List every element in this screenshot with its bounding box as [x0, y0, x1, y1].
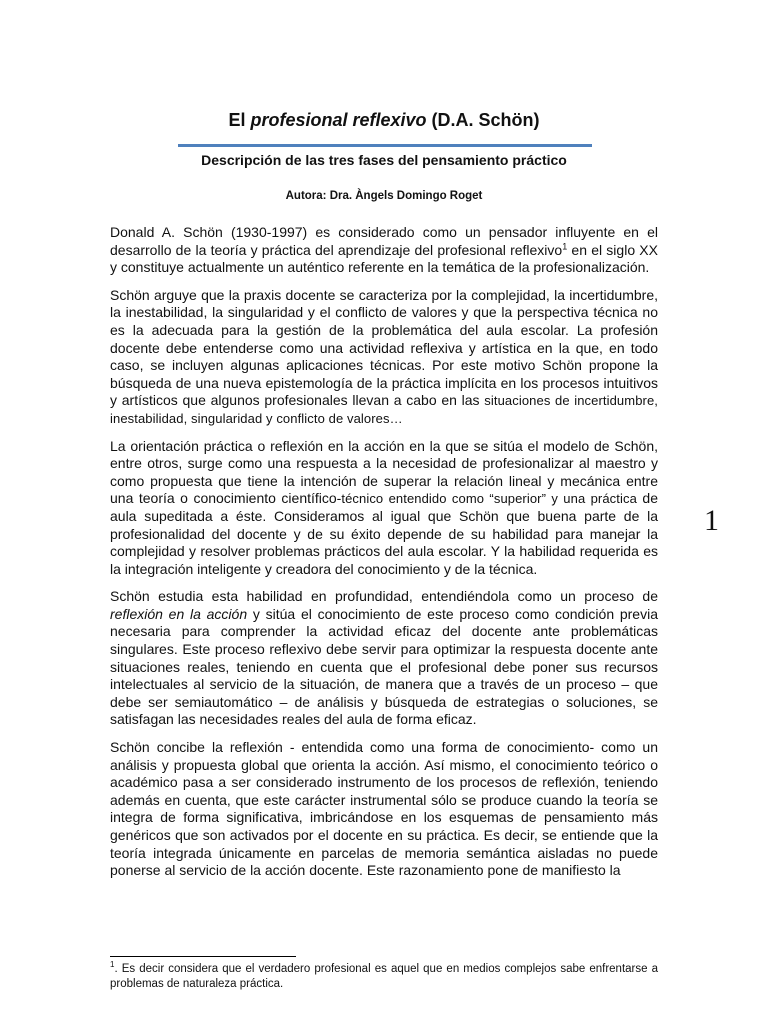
author-line: Autora: Dra. Àngels Domingo Roget: [285, 190, 483, 202]
paragraph-3: [110, 438, 658, 579]
footnote: [110, 962, 658, 992]
paragraph-4: [110, 588, 658, 729]
p4-text-b: y sitúa el conocimiento de este proceso como condición previa necesaria para comprender la actividad eficaz del docente ante problemáticas singulares. Este proceso reflexivo debe servir para optimizar la respuesta docente ante situaciones reales, teniendo en cuenta que el profesional debe poner sus recursos intelectuales al servicio de la situación, de manera que a través de un proceso – que debe ser semiautomático – de análisis y búsqueda de estrategias o soluciones, se satisfagan las necesidades reales del aula de forma eficaz.: [110, 605, 658, 728]
p2-text-b: situaciones de incertidumbre, inestabilidad, singularidad y conflicto de valores…: [110, 393, 658, 426]
p4-text-a: Schön estudia esta habilidad en profundidad, entendiéndola como un proceso de: [110, 588, 658, 605]
title-prefix: El: [228, 110, 251, 130]
title-underline: [178, 144, 592, 147]
title-italic: profesional reflexivo: [250, 110, 427, 130]
p1-text-b: en el siglo XX y constituye actualmente un auténtico referente en la temática de la profesionalización.: [110, 241, 658, 276]
footnote-ref: 1: [562, 240, 568, 251]
page-number: 1: [704, 504, 719, 537]
footnote-separator: [110, 956, 296, 957]
p3-text-a: La orientación práctica o reflexión en la acción en la que se sitúa el modelo de Schön, entre otros, surge como una respuesta a la necesidad de profesionalizar al maestro y como propuesta que tiene la intención de superar la relación lineal y mecánica entre una teoría o conocimiento científico-: [110, 437, 658, 507]
title-suffix: (D.A. Schön): [426, 110, 540, 130]
footnote-marker: 1: [110, 960, 115, 970]
paragraph-2: [110, 287, 658, 428]
paragraph-1: [110, 224, 658, 277]
p4-italic: reflexión en la acción: [110, 605, 248, 622]
document-title: [0, 110, 768, 131]
p1-text-a: Donald A. Schön (1930-1997) es considerado como un pensador influyente en el desarrollo de la teoría y práctica del aprendizaje del profesional reflexivo: [110, 224, 658, 258]
p3-text-b: técnico entendido como “superior” y una práctica: [341, 491, 637, 507]
footnote-text: . Es decir considera que el verdadero profesional es aquel que en medios complejos sabe enfrentarse a problemas de naturaleza práctica.: [110, 963, 658, 990]
body-text: [110, 224, 658, 890]
paragraph-5: Schön concibe la reflexión - entendida como una forma de conocimiento- como un análisis y propuesta global que orienta la acción. Así mismo, el conocimiento teórico o académico pasa a ser considerado instrumento de los procesos de reflexión, teniendo además en cuenta, que este carácter instrumental sólo se produce cuando la teoría se integra de forma significativa, imbricándose en los esquemas de pensamiento más genéricos que son activados por el docente en su práctica. Es decir, se entiende que la teoría integrada únicamente en parcelas de memoria semántica aisladas no puede ponerse al servicio de la acción docente. Este razonamiento pone de manifiesto la: [110, 739, 658, 879]
document-subtitle: Descripción de las tres fases del pensamiento práctico: [201, 152, 567, 168]
p3-text-c: de aula supeditada a éste. Consideramos al igual que Schön que buena parte de la profesionalidad del docente y de su éxito depende de su habilidad para manejar la complejidad y resolver problemas prácticos del aula escolar. Y la habilidad requerida es la integración inteligente y creadora del conocimiento y de la técnica.: [110, 490, 658, 577]
p2-text-a: Schön arguye que la praxis docente se caracteriza por la complejidad, la incertidumbre, la inestabilidad, la singularidad y el conflicto de valores y que la perspectiva técnica no es la adecuada para la gestión de la problemática del aula escolar. La profesión docente debe entenderse como una actividad reflexiva y artística en la que, en todo caso, se incluyen algunas aplicaciones técnicas. Por este motivo Schön propone la búsqueda de una nueva epistemología de la práctica implícita en los procesos intuitivos y artísticos que algunos profesionales llevan a cabo en las: [110, 286, 658, 409]
